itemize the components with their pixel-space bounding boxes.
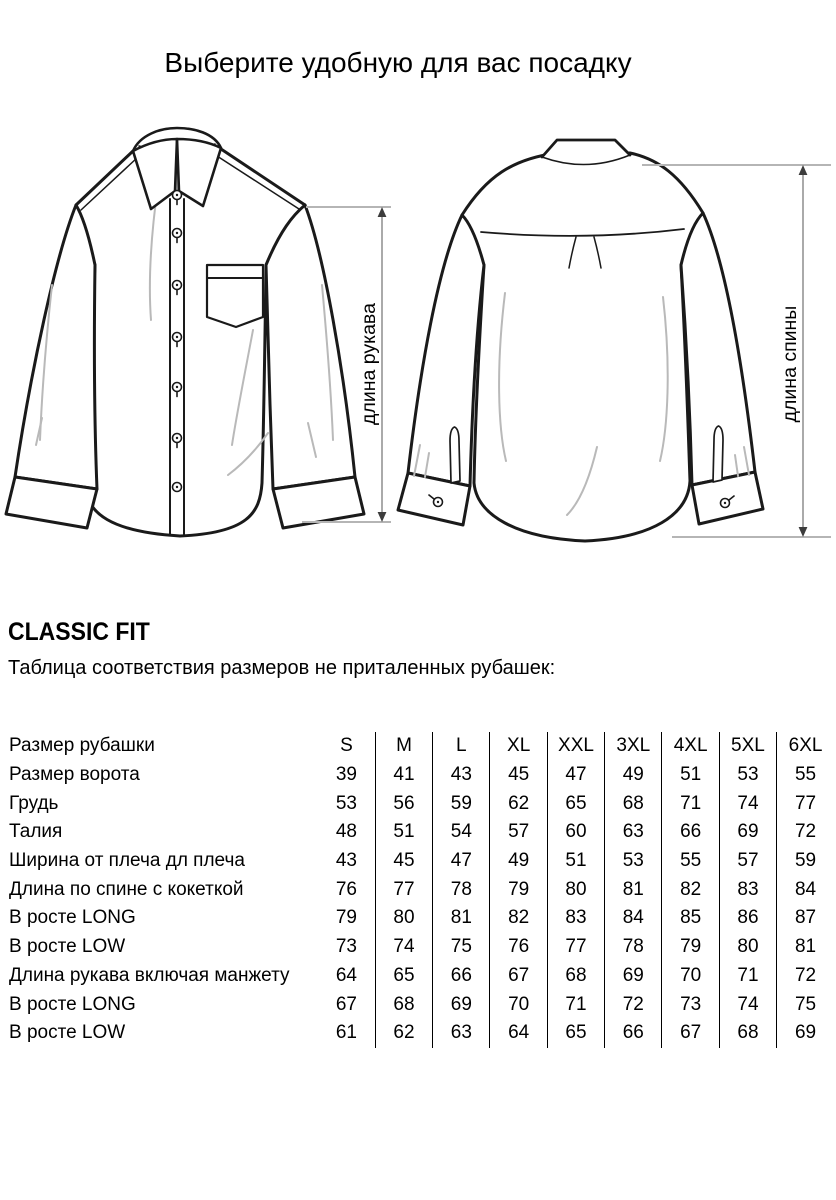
size-value-cell: 68 xyxy=(547,962,604,991)
size-value-cell: 66 xyxy=(433,962,490,991)
size-value-cell: 83 xyxy=(719,875,776,904)
size-value-cell: 61 xyxy=(335,1022,357,1044)
size-value-cell: 76 xyxy=(490,933,547,962)
size-value-cell: 60 xyxy=(547,818,604,847)
size-value-cell: 69 xyxy=(433,990,490,1019)
size-value-cell: 62 xyxy=(490,789,547,818)
size-value-cell: 63 xyxy=(605,818,662,847)
table-row xyxy=(6,761,834,790)
size-value-cell: 59 xyxy=(433,789,490,818)
size-value-cell: 85 xyxy=(662,904,719,933)
size-value-cell: 77 xyxy=(777,789,834,818)
arrow-up-icon xyxy=(799,165,808,175)
size-value-cell: 74 xyxy=(719,990,776,1019)
size-value-cell: 66 xyxy=(662,818,719,847)
size-value-cell: 80 xyxy=(375,904,432,933)
table-row xyxy=(6,818,834,847)
fit-diagram xyxy=(0,115,836,565)
size-value-cell: 69 xyxy=(777,1019,834,1048)
size-value-cell: 82 xyxy=(490,904,547,933)
size-value-cell: 72 xyxy=(777,962,834,991)
size-value-cell: 51 xyxy=(375,818,432,847)
size-value-cell: 87 xyxy=(777,904,834,933)
size-value-cell: 72 xyxy=(605,990,662,1019)
table-row xyxy=(6,875,834,904)
section-heading: CLASSIC FIT xyxy=(8,618,150,646)
size-value-cell: 67 xyxy=(490,962,547,991)
size-value-cell: 43 xyxy=(335,850,357,872)
size-value-cell: 73 xyxy=(335,936,357,958)
right-sleeve-placket xyxy=(713,426,723,482)
size-value-cell: 65 xyxy=(547,789,604,818)
arrow-up-icon xyxy=(378,207,387,217)
size-value-cell: 78 xyxy=(605,933,662,962)
size-value-cell: 76 xyxy=(335,878,357,900)
size-value-cell: XL xyxy=(490,732,547,761)
size-value-cell: 57 xyxy=(490,818,547,847)
size-value-cell: 79 xyxy=(662,933,719,962)
size-value-cell: 64 xyxy=(490,1019,547,1048)
size-value-cell: 79 xyxy=(490,875,547,904)
table-row xyxy=(6,990,834,1019)
size-value-cell: 45 xyxy=(490,761,547,790)
table-row xyxy=(6,904,834,933)
size-value-cell: 62 xyxy=(375,1019,432,1048)
size-value-cell: 54 xyxy=(433,818,490,847)
arrow-down-icon xyxy=(378,512,387,522)
size-value-cell: 75 xyxy=(777,990,834,1019)
size-value-cell: 82 xyxy=(662,875,719,904)
size-value-cell: 45 xyxy=(375,847,432,876)
size-value-cell: 66 xyxy=(605,1019,662,1048)
size-value-cell: 59 xyxy=(777,847,834,876)
size-value-cell: 69 xyxy=(719,818,776,847)
size-value-cell: 77 xyxy=(547,933,604,962)
row-label: В росте LOW xyxy=(9,936,126,958)
size-value-cell: 81 xyxy=(777,933,834,962)
row-label: Талия xyxy=(9,821,63,843)
size-value-cell: 74 xyxy=(719,789,776,818)
size-value-cell: 51 xyxy=(547,847,604,876)
front-right-sleeve xyxy=(266,205,355,489)
size-value-cell: 51 xyxy=(662,761,719,790)
size-value-cell: 80 xyxy=(719,933,776,962)
size-value-cell: 64 xyxy=(335,964,357,986)
left-sleeve-placket xyxy=(450,427,460,483)
row-label: Размер ворота xyxy=(9,764,140,786)
size-value-cell: 55 xyxy=(662,847,719,876)
size-value-cell: 43 xyxy=(433,761,490,790)
size-value-cell: 79 xyxy=(335,907,357,929)
size-value-cell: 80 xyxy=(547,875,604,904)
size-value-cell: 65 xyxy=(375,962,432,991)
size-value-cell: 72 xyxy=(777,818,834,847)
size-value-cell: 83 xyxy=(547,904,604,933)
size-value-cell: 67 xyxy=(335,993,357,1015)
row-label: Длина рукава включая манжету xyxy=(9,964,290,986)
size-value-cell: 68 xyxy=(605,789,662,818)
row-label: В росте LOW xyxy=(9,1022,126,1044)
size-value-cell: 69 xyxy=(605,962,662,991)
size-value-cell: 41 xyxy=(375,761,432,790)
size-value-cell: 70 xyxy=(662,962,719,991)
size-value-cell: 68 xyxy=(719,1019,776,1048)
sleeve-length-label: длина рукава xyxy=(358,303,380,425)
size-value-cell: 78 xyxy=(433,875,490,904)
size-value-cell: 84 xyxy=(777,875,834,904)
size-value-cell: 81 xyxy=(605,875,662,904)
size-value-cell: 75 xyxy=(433,933,490,962)
front-left-sleeve xyxy=(15,205,97,489)
row-label: В росте LONG xyxy=(9,907,136,929)
size-value-cell: 67 xyxy=(662,1019,719,1048)
size-value-cell: 47 xyxy=(547,761,604,790)
size-value-cell: 3XL xyxy=(605,732,662,761)
row-label: Длина по спине с кокеткой xyxy=(9,878,244,900)
size-value-cell: 71 xyxy=(547,990,604,1019)
size-value-cell: 71 xyxy=(719,962,776,991)
size-value-cell: 73 xyxy=(662,990,719,1019)
page-title: Выберите удобную для вас посадку xyxy=(164,47,632,78)
size-value-cell: 53 xyxy=(335,792,357,814)
size-value-cell: 81 xyxy=(433,904,490,933)
size-value-cell: 74 xyxy=(375,933,432,962)
shirt-back-illustration xyxy=(398,140,763,541)
size-value-cell: 65 xyxy=(547,1019,604,1048)
section-subtitle: Таблица соответствия размеров не приталенных рубашек: xyxy=(8,657,556,679)
table-row xyxy=(6,962,834,991)
size-value-cell: 5XL xyxy=(719,732,776,761)
size-value-cell: M xyxy=(375,732,432,761)
size-value-cell: 63 xyxy=(433,1019,490,1048)
row-label: Грудь xyxy=(9,792,59,814)
size-value-cell: 84 xyxy=(605,904,662,933)
row-label: Ширина от плеча дл плеча xyxy=(9,850,245,872)
arrow-down-icon xyxy=(799,527,808,537)
size-value-cell: 49 xyxy=(605,761,662,790)
size-table-body xyxy=(6,732,834,1048)
size-table xyxy=(6,732,834,1048)
size-value-cell: 71 xyxy=(662,789,719,818)
size-value-cell: 47 xyxy=(433,847,490,876)
size-value-cell: 77 xyxy=(375,875,432,904)
size-value-cell: 56 xyxy=(375,789,432,818)
table-row xyxy=(6,933,834,962)
back-length-label: длина спины xyxy=(779,305,801,423)
size-value-cell: 57 xyxy=(719,847,776,876)
size-value-cell: 86 xyxy=(719,904,776,933)
table-row xyxy=(6,789,834,818)
size-value-cell: 4XL xyxy=(662,732,719,761)
size-value-cell: 53 xyxy=(719,761,776,790)
row-label: В росте LONG xyxy=(9,993,136,1015)
chest-pocket xyxy=(207,265,263,327)
size-value-cell: 48 xyxy=(335,821,357,843)
size-value-cell: S xyxy=(340,735,353,757)
size-value-cell: 6XL xyxy=(777,732,834,761)
row-label: Размер рубашки xyxy=(9,735,155,757)
shirt-front-illustration xyxy=(6,128,364,536)
table-row xyxy=(6,1019,834,1048)
size-value-cell: 49 xyxy=(490,847,547,876)
size-value-cell: 53 xyxy=(605,847,662,876)
size-value-cell: XXL xyxy=(547,732,604,761)
table-row xyxy=(6,732,834,761)
size-value-cell: 55 xyxy=(777,761,834,790)
size-value-cell: L xyxy=(433,732,490,761)
size-value-cell: 68 xyxy=(375,990,432,1019)
table-row xyxy=(6,847,834,876)
size-value-cell: 70 xyxy=(490,990,547,1019)
size-value-cell: 39 xyxy=(335,764,357,786)
